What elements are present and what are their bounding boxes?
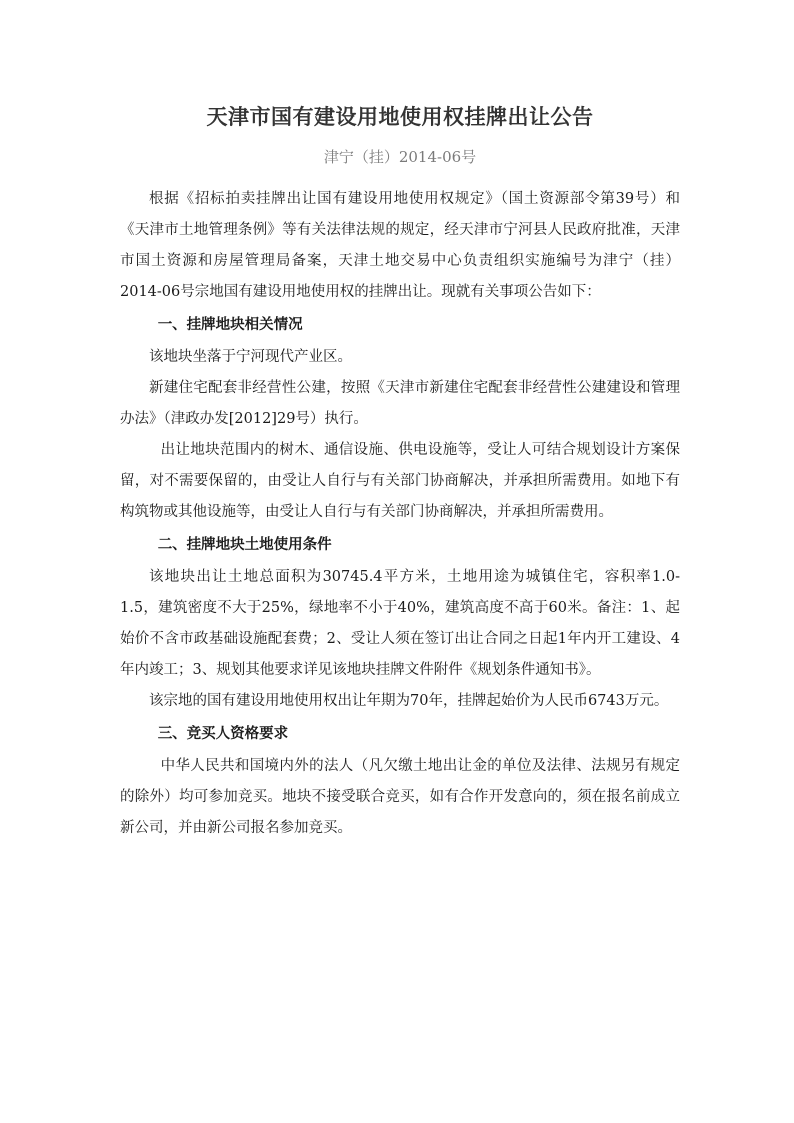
section-2-heading: 二、挂牌地块土地使用条件 — [157, 537, 332, 553]
section-3-heading: 三、竞买人资格要求 — [157, 726, 289, 742]
section-1-paragraph-2: 新建住宅配套非经营性公建，按照《天津市新建住宅配套非经营性公建建设和管理办法》（津政办发[2012]29号）执行。 — [120, 380, 680, 427]
intro-paragraph: 根据《招标拍卖挂牌出让国有建设用地使用权规定》（国土资源部令第39号）和《天津市土地管理条例》等有关法律法规的规定，经天津市宁河县人民政府批准，天津市国土资源和房屋管理局备案，天津土地交易中心负责组织实施编号为津宁（挂）2014-06号宗地国有建设用地使用权的挂牌出让。现就有关事项公告如下： — [120, 191, 680, 300]
section-1-heading: 一、挂牌地块相关情况 — [157, 317, 303, 333]
section-1-paragraph-1: 该地块坐落于宁河现代产业区。 — [149, 349, 352, 365]
document-title: 天津市国有建设用地使用权挂牌出让公告 — [206, 105, 594, 129]
section-3-paragraph-1: 中华人民共和国境内外的法人（凡欠缴土地出让金的单位及法律、法规另有规定的除外）均可参加竞买。地块不接受联合竞买，如有合作开发意向的，须在报名前成立新公司，并由新公司报名参加竞买。 — [120, 758, 680, 836]
section-2-paragraph-1: 该地块出让土地总面积为30745.4平方米，土地用途为城镇住宅，容积率1.0-1.5，建筑密度不大于25%，绿地率不小于40%，建筑高度不高于60米。备注：1、起始价不含市政基础设施配套费；2、受让人须在签订出让合同之日起1年内开工建设、4年内竣工；3、规划其他要求详见该地块挂牌文件附件《规划条件通知书》。 — [120, 569, 680, 678]
section-1-paragraph-3: 出让地块范围内的树木、通信设施、供电设施等，受让人可结合规划设计方案保留，对不需要保留的，由受让人自行与有关部门协商解决，并承担所需费用。如地下有构筑物或其他设施等，由受让人自行与有关部门协商解决，并承担所需费用。 — [120, 442, 680, 520]
document-number: 津宁（挂）2014-06号 — [323, 148, 477, 166]
section-2-paragraph-2: 该宗地的国有建设用地使用权出让年期为70年，挂牌起始价为人民币6743万元。 — [149, 693, 669, 709]
document-body — [120, 100, 680, 844]
